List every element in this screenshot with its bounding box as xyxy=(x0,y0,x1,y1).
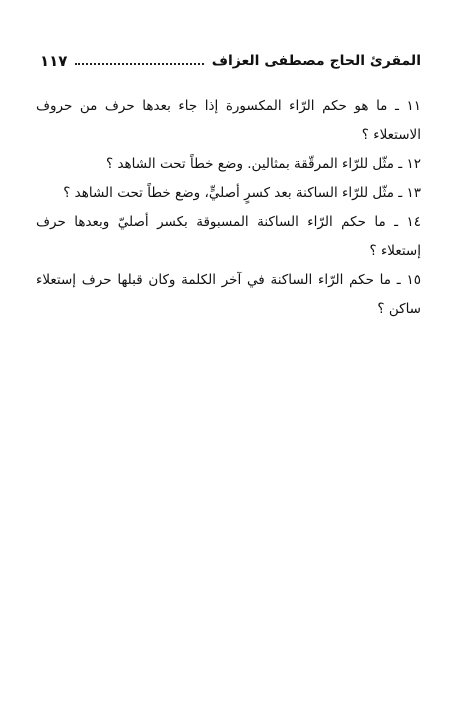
question-15: ١٥ ـ ما حكم الرّاء الساكنة في آخر الكلمة وكان قبلها حرف إستعلاء ساكن ؟ xyxy=(36,272,421,317)
question-11: ١١ ـ ما هو حكم الرّاء المكسورة إذا جاء بعدها حرف من حروف الاستعلاء ؟ xyxy=(36,98,421,143)
question-12: ١٢ ـ مثّل للرّاء المرقّقة بمثالين. وضع خطاً تحت الشاهد ؟ xyxy=(105,156,421,172)
question-14: ١٤ ـ ما حكم الرّاء الساكنة المسبوقة بكسر أصليّ وبعدها حرف إستعلاء ؟ xyxy=(36,214,421,259)
header-leader-dots xyxy=(75,63,203,65)
header-title: المقرئ الحاج مصطفى العزاف xyxy=(211,53,421,69)
page-number: ١١٧ xyxy=(40,52,68,70)
question-list xyxy=(36,92,421,324)
question-13: ١٣ ـ مثّل للرّاء الساكنة بعد كسرٍ أصليٍّ، وضع خطاً تحت الشاهد ؟ xyxy=(63,185,421,201)
running-header xyxy=(40,48,421,74)
